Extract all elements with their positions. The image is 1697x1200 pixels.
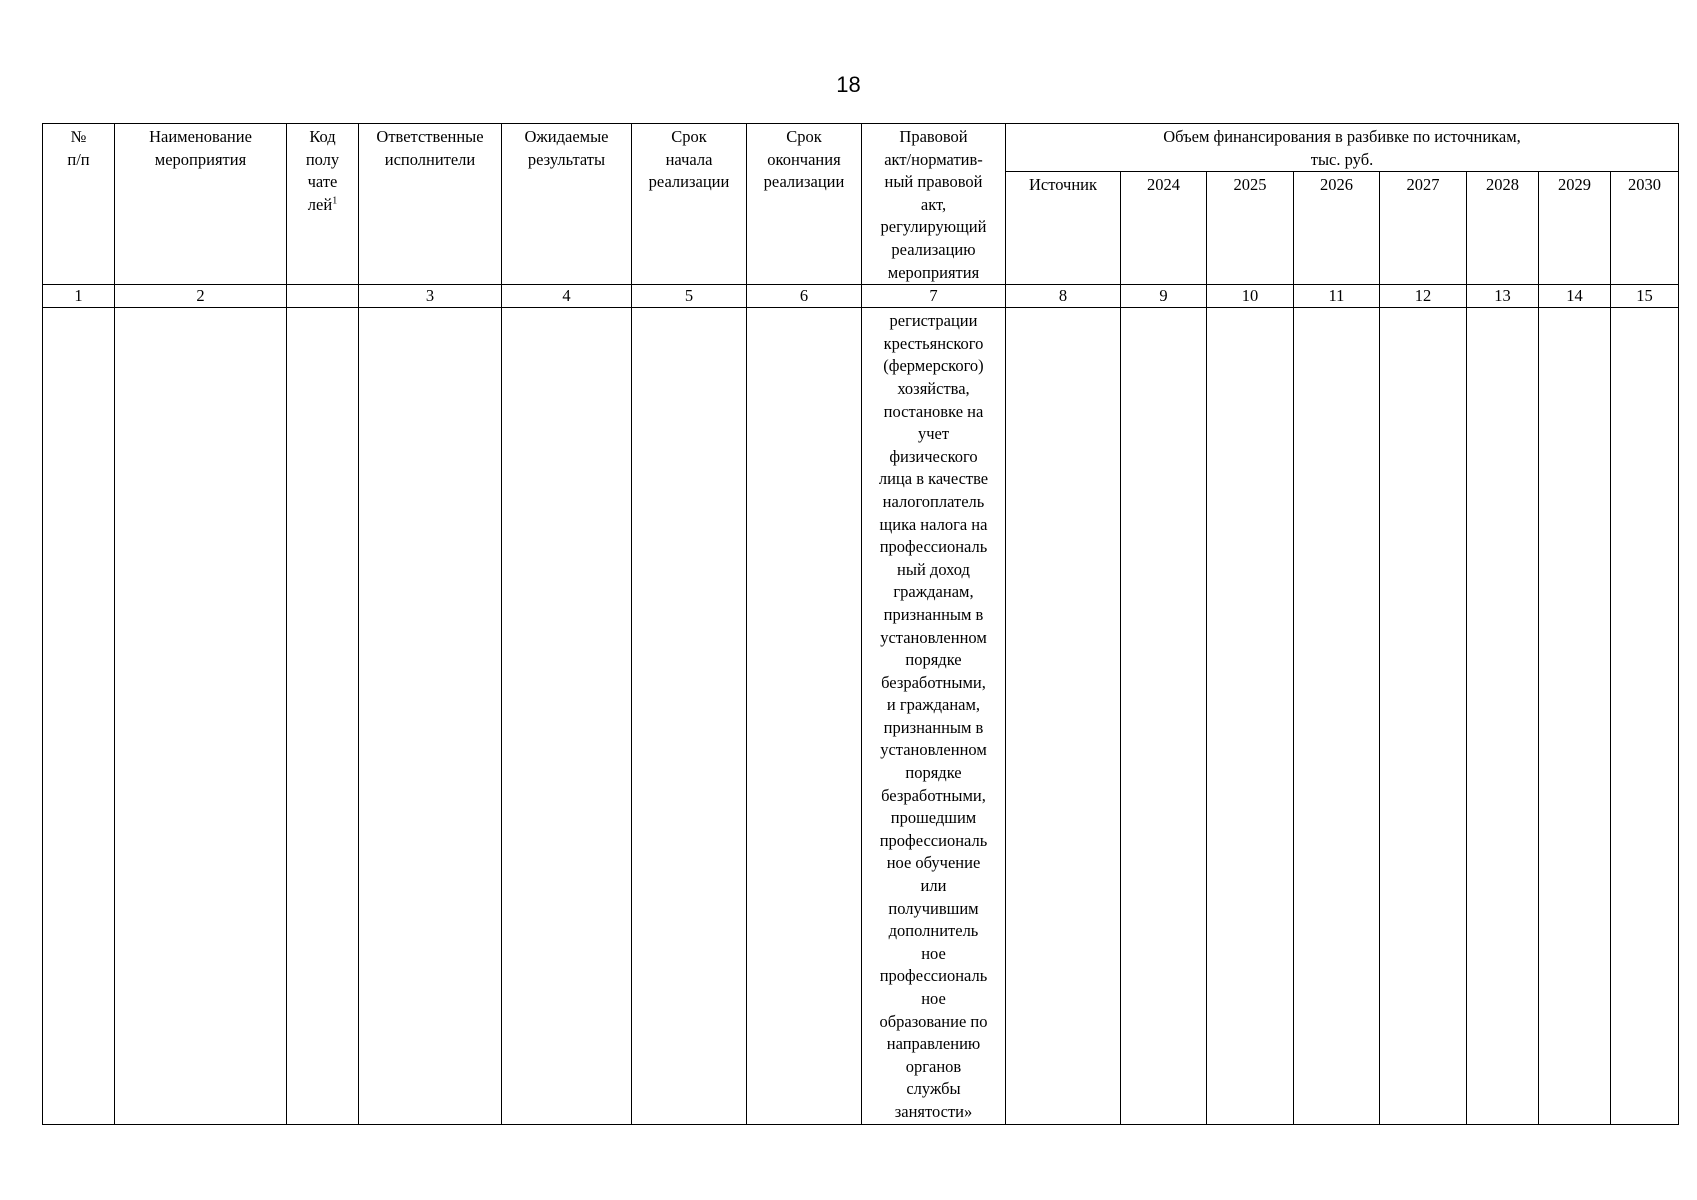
column-number: 8 xyxy=(1006,285,1121,308)
column-number: 11 xyxy=(1294,285,1380,308)
footnote-marker: 1 xyxy=(332,195,338,207)
cell-year xyxy=(1294,308,1380,1124)
cell-year xyxy=(1539,308,1611,1124)
cell-responsible xyxy=(359,308,502,1124)
header-results: Ожидаемые результаты xyxy=(502,124,632,285)
column-number: 14 xyxy=(1539,285,1611,308)
header-year: 2028 xyxy=(1467,172,1539,285)
column-number: 6 xyxy=(747,285,862,308)
column-number: 10 xyxy=(1207,285,1294,308)
header-code: Код полу чате лей$^1$ xyxy=(287,124,359,285)
cell-year xyxy=(1611,308,1679,1124)
cell-year xyxy=(1467,308,1539,1124)
header-source: Источник xyxy=(1006,172,1121,285)
column-number: 4 xyxy=(502,285,632,308)
header-year: 2029 xyxy=(1539,172,1611,285)
header-year: 2026 xyxy=(1294,172,1380,285)
column-number: 1 xyxy=(43,285,115,308)
column-number: 15 xyxy=(1611,285,1679,308)
column-number: 5 xyxy=(632,285,747,308)
header-legal-act: Правовой акт/норматив- ный правовой акт, регулирующий реализацию мероприятия xyxy=(862,124,1006,285)
column-number: 12 xyxy=(1380,285,1467,308)
cell-results xyxy=(502,308,632,1124)
program-table xyxy=(42,123,1679,1125)
cell-num xyxy=(43,308,115,1124)
header-year: 2025 xyxy=(1207,172,1294,285)
cell-year xyxy=(1121,308,1207,1124)
column-number xyxy=(287,285,359,308)
column-number: 2 xyxy=(115,285,287,308)
cell-source xyxy=(1006,308,1121,1124)
column-number: 9 xyxy=(1121,285,1207,308)
cell-name xyxy=(115,308,287,1124)
page-number: 18 xyxy=(836,72,861,97)
table-row xyxy=(43,308,1679,1124)
column-number-row xyxy=(43,285,1679,308)
cell-end xyxy=(747,308,862,1124)
header-num: № п/п xyxy=(43,124,115,285)
header-year: 2030 xyxy=(1611,172,1679,285)
header-year: 2024 xyxy=(1121,172,1207,285)
column-number: 7 xyxy=(862,285,1006,308)
header-name: Наименование мероприятия xyxy=(115,124,287,285)
cell-year xyxy=(1380,308,1467,1124)
header-year: 2027 xyxy=(1380,172,1467,285)
header-end: Срок окончания реализации xyxy=(747,124,862,285)
header-start: Срок начала реализации xyxy=(632,124,747,285)
cell-year xyxy=(1207,308,1294,1124)
header-row-top xyxy=(43,124,1679,172)
column-number: 13 xyxy=(1467,285,1539,308)
cell-code xyxy=(287,308,359,1124)
cell-legal-act: регистрации крестьянского (фермерского) хозяйства, постановке на учет физического лица в качестве налогоплатель щика налога на профессиональ ный доход гражданам, признанным в установленном порядке безработными, и гражданам, признанным в установленном порядке безработными, прошедшим профессиональ ное обучение или получившим дополнитель ное профессиональ ное образование по направлению органов службы занятости» xyxy=(862,308,1006,1124)
cell-start xyxy=(632,308,747,1124)
header-responsible: Ответственные исполнители xyxy=(359,124,502,285)
header-financing: Объем финансирования в разбивке по источникам, тыс. руб. xyxy=(1006,124,1679,172)
column-number: 3 xyxy=(359,285,502,308)
